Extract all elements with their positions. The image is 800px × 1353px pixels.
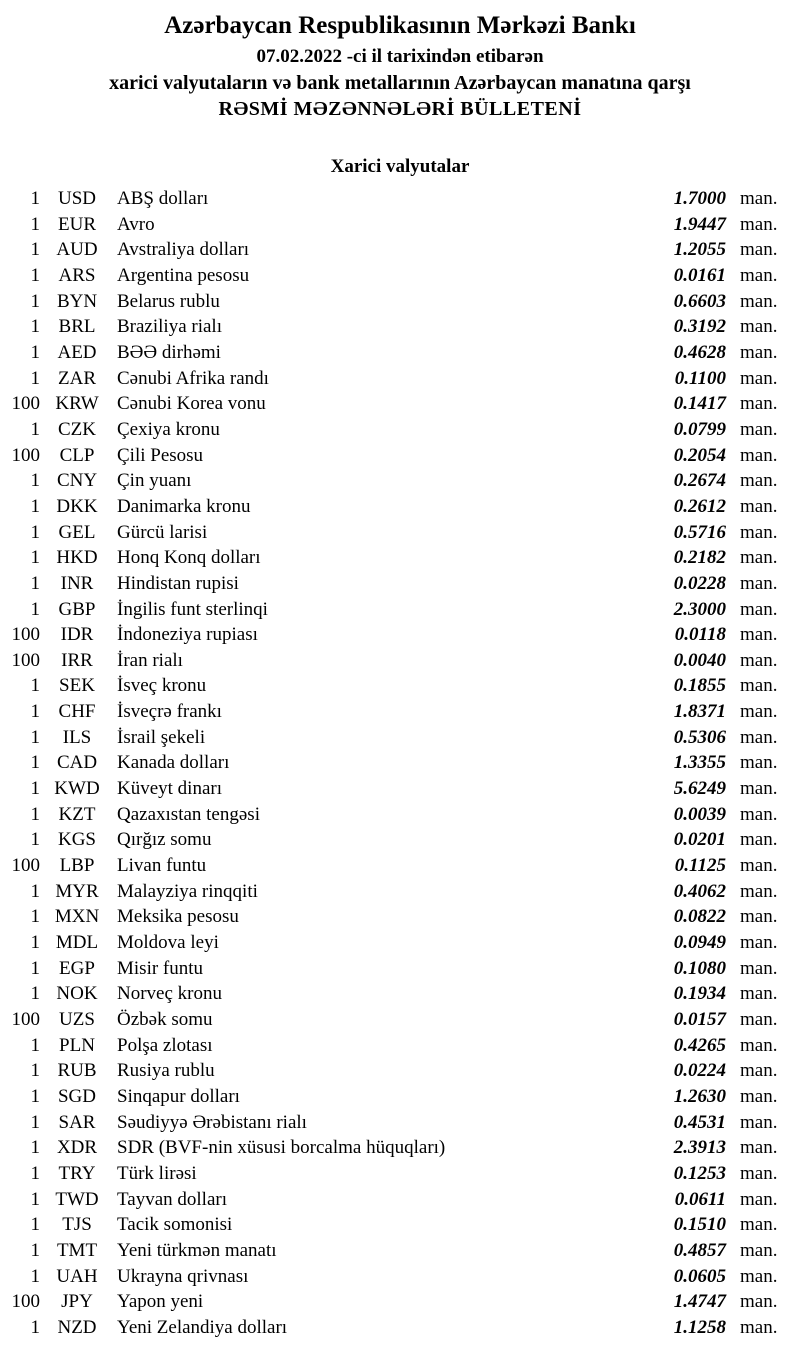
rate-value-cell: 0.0157 (673, 1009, 726, 1030)
nominal-cell: 1 (30, 547, 40, 569)
table-row (0, 494, 800, 520)
currency-code-cell: SEK (59, 675, 95, 697)
rate-value-cell: 5.6249 (673, 778, 726, 800)
table-row (0, 1007, 800, 1033)
currency-name-cell: Yapon yeni (117, 1291, 204, 1313)
nominal-cell: 1 (30, 521, 40, 543)
currency-code-cell: CAD (56, 752, 98, 774)
currency-name-cell: Avstraliya dolları (117, 239, 250, 261)
subtitle-currencies-metals: xarici valyutaların və bank metallarının Azərbaycan manatına qarşı (109, 72, 691, 94)
nominal-cell: 1 (30, 932, 40, 954)
unit-label-cell: man. (740, 213, 778, 235)
table-row (0, 981, 800, 1007)
currency-name-cell: SDR (BVF-nin xüsusi borcalma hüquqları) (117, 1137, 446, 1159)
rate-value-cell: 0.2054 (673, 444, 726, 466)
currency-code-cell: ZAR (58, 367, 96, 389)
unit-label-cell: man. (740, 649, 778, 671)
nominal-cell: 1 (30, 572, 40, 594)
currency-name-cell: Türk lirəsi (117, 1162, 197, 1184)
currency-name-cell: Səudiyyə Ərəbistanı rialı (117, 1111, 307, 1133)
nominal-cell: 1 (30, 1214, 40, 1236)
bank-title: Azərbaycan Respublikasının Mərkəzi Bankı (164, 12, 636, 39)
table-row (0, 417, 800, 443)
rate-value-cell: 0.0039 (673, 803, 726, 825)
rate-value-cell: 0.1510 (673, 1214, 726, 1236)
unit-label-cell: man. (740, 341, 778, 363)
currency-name-cell: Belarus rublu (117, 290, 220, 312)
currency-code-cell: AUD (56, 239, 98, 261)
table-row (0, 1161, 800, 1187)
table-row (0, 827, 800, 853)
table-row (0, 956, 800, 982)
currency-name-cell: Malayziya rinqqiti (117, 880, 258, 902)
unit-label-cell: man. (740, 1060, 778, 1082)
rate-value-cell: 0.2182 (673, 547, 726, 569)
unit-label-cell: man. (740, 1265, 778, 1287)
nominal-cell: 100 (11, 624, 40, 646)
nominal-cell: 1 (30, 598, 40, 620)
currency-code-cell: TMT (56, 1239, 98, 1261)
currency-code-cell: SAR (58, 1111, 96, 1133)
currency-name-cell: İsveçrə frankı (117, 701, 222, 723)
document-header (0, 0, 800, 122)
nominal-cell: 1 (30, 264, 40, 286)
table-row (0, 648, 800, 674)
rate-value-cell: 1.4747 (673, 1291, 726, 1313)
unit-label-cell: man. (740, 932, 778, 954)
currency-name-cell: Norveç kronu (117, 983, 222, 1005)
currency-code-cell: UZS (59, 1009, 95, 1030)
unit-label-cell: man. (740, 829, 778, 851)
unit-label-cell: man. (740, 1188, 778, 1210)
nominal-cell: 1 (30, 1239, 40, 1261)
currency-name-cell: Çili Pesosu (117, 444, 204, 466)
table-row (0, 237, 800, 263)
table-row (0, 366, 800, 392)
table-row (0, 802, 800, 828)
currency-name-cell: İran rialı (117, 649, 183, 671)
rate-value-cell: 2.3913 (673, 1137, 726, 1159)
currency-code-cell: GEL (58, 521, 96, 543)
nominal-cell: 1 (30, 1034, 40, 1056)
section-title-foreign-currencies: Xarici valyutalar (330, 156, 470, 177)
table-row (0, 1110, 800, 1136)
unit-label-cell: man. (740, 1034, 778, 1056)
unit-label-cell: man. (740, 1085, 778, 1107)
currency-code-cell: BRL (58, 316, 96, 338)
nominal-cell: 1 (30, 188, 40, 209)
rate-value-cell: 0.0822 (673, 906, 726, 928)
table-row (0, 1315, 800, 1341)
currency-code-cell: IDR (60, 624, 94, 646)
table-row (0, 776, 800, 802)
unit-label-cell: man. (740, 239, 778, 261)
nominal-cell: 1 (30, 752, 40, 774)
rate-value-cell: 0.4531 (673, 1111, 726, 1133)
currency-name-cell: Sinqapur dolları (117, 1085, 240, 1107)
rate-value-cell: 0.4265 (673, 1034, 726, 1056)
table-row (0, 340, 800, 366)
nominal-cell: 1 (30, 495, 40, 517)
rate-value-cell: 0.1855 (673, 675, 726, 697)
nominal-cell: 1 (30, 675, 40, 697)
unit-label-cell: man. (740, 624, 778, 646)
unit-label-cell: man. (740, 1214, 778, 1236)
nominal-cell: 1 (30, 701, 40, 723)
currency-code-cell: DKK (56, 495, 98, 517)
currency-name-cell: İsrail şekeli (117, 726, 206, 748)
nominal-cell: 1 (30, 906, 40, 928)
table-row (0, 1084, 800, 1110)
unit-label-cell: man. (740, 701, 778, 723)
table-row (0, 443, 800, 469)
unit-label-cell: man. (740, 495, 778, 517)
table-row (0, 750, 800, 776)
currency-name-cell: Gürcü larisi (117, 521, 208, 543)
currency-code-cell: XDR (56, 1137, 98, 1159)
nominal-cell: 1 (30, 829, 40, 851)
unit-label-cell: man. (740, 675, 778, 697)
currency-code-cell: KRW (55, 393, 99, 415)
table-row (0, 1238, 800, 1264)
table-row (0, 879, 800, 905)
table-row (0, 1264, 800, 1290)
unit-label-cell: man. (740, 547, 778, 569)
unit-label-cell: man. (740, 188, 778, 209)
rate-value-cell: 1.8371 (673, 701, 726, 723)
currency-name-cell: Kanada dolları (117, 752, 230, 774)
nominal-cell: 1 (30, 1111, 40, 1133)
nominal-cell: 100 (11, 393, 40, 415)
table-row (0, 1033, 800, 1059)
currency-name-cell: Rusiya rublu (117, 1060, 215, 1082)
currency-name-cell: Çexiya kronu (117, 418, 220, 440)
currency-code-cell: MDL (55, 932, 99, 954)
rate-value-cell: 0.0605 (673, 1265, 726, 1287)
nominal-cell: 1 (30, 367, 40, 389)
nominal-cell: 1 (30, 470, 40, 492)
currency-code-cell: SGD (57, 1085, 96, 1107)
unit-label-cell: man. (740, 803, 778, 825)
nominal-cell: 1 (30, 983, 40, 1005)
unit-label-cell: man. (740, 1291, 778, 1313)
currency-name-cell: Tacik somonisi (117, 1214, 233, 1236)
table-row (0, 468, 800, 494)
rate-value-cell: 0.0118 (674, 624, 726, 646)
currency-name-cell: Hindistan rupisi (117, 572, 239, 594)
currency-name-cell: Yeni türkmən manatı (117, 1239, 277, 1261)
currency-code-cell: HKD (56, 547, 98, 569)
unit-label-cell: man. (740, 418, 778, 440)
currency-code-cell: UAH (56, 1265, 98, 1287)
currency-name-cell: Polşa zlotası (117, 1034, 213, 1056)
rate-value-cell: 0.4062 (673, 880, 726, 902)
table-row (0, 186, 800, 212)
currency-name-cell: Livan funtu (117, 855, 207, 877)
unit-label-cell: man. (740, 290, 778, 312)
unit-label-cell: man. (740, 264, 778, 286)
currency-code-cell: ILS (62, 726, 92, 748)
nominal-cell: 1 (30, 213, 40, 235)
rate-value-cell: 0.4857 (673, 1239, 726, 1261)
currency-code-cell: USD (57, 188, 96, 209)
nominal-cell: 1 (30, 880, 40, 902)
rate-value-cell: 1.1258 (673, 1316, 726, 1338)
rate-value-cell: 0.4628 (673, 341, 726, 363)
table-row (0, 314, 800, 340)
table-row (0, 1212, 800, 1238)
currency-name-cell: ABŞ dolları (117, 188, 209, 209)
table-row (0, 263, 800, 289)
rate-value-cell: 0.1100 (674, 367, 726, 389)
currency-name-cell: İndoneziya rupiası (117, 624, 258, 646)
rate-value-cell: 0.0228 (673, 572, 726, 594)
currency-code-cell: MXN (54, 906, 100, 928)
table-row (0, 699, 800, 725)
rate-value-cell: 0.0201 (673, 829, 726, 851)
nominal-cell: 1 (30, 726, 40, 748)
unit-label-cell: man. (740, 1137, 778, 1159)
unit-label-cell: man. (740, 752, 778, 774)
nominal-cell: 100 (11, 1009, 40, 1030)
currency-code-cell: AED (57, 341, 97, 363)
unit-label-cell: man. (740, 367, 778, 389)
nominal-cell: 100 (11, 649, 40, 671)
table-row (0, 1187, 800, 1213)
currency-code-cell: NOK (56, 983, 98, 1005)
currency-code-cell: JPY (61, 1291, 93, 1313)
currency-name-cell: Qazaxıstan tengəsi (117, 803, 260, 825)
rate-value-cell: 0.0611 (674, 1188, 726, 1210)
table-row (0, 622, 800, 648)
rate-value-cell: 0.0161 (673, 264, 726, 286)
rate-value-cell: 0.1417 (673, 393, 726, 415)
unit-label-cell: man. (740, 983, 778, 1005)
currency-name-cell: Cənubi Korea vonu (117, 393, 266, 415)
currency-code-cell: CNY (56, 470, 98, 492)
rate-value-cell: 0.5716 (673, 521, 726, 543)
nominal-cell: 1 (30, 803, 40, 825)
nominal-cell: 1 (30, 1137, 40, 1159)
currency-name-cell: BƏƏ dirhəmi (117, 341, 221, 363)
currency-name-cell: Ukrayna qrivnası (117, 1265, 249, 1287)
rate-value-cell: 0.0949 (673, 932, 726, 954)
table-row (0, 520, 800, 546)
currency-code-cell: CZK (58, 418, 96, 440)
table-row (0, 212, 800, 238)
currency-code-cell: TRY (58, 1162, 96, 1184)
rate-value-cell: 0.3192 (673, 316, 726, 338)
currency-code-cell: KWD (54, 778, 100, 800)
currency-name-cell: Qırğız somu (117, 829, 212, 851)
nominal-cell: 1 (30, 1060, 40, 1082)
currency-name-cell: Moldova leyi (117, 932, 219, 954)
nominal-cell: 1 (30, 239, 40, 261)
subtitle-official-rates-bulletin: RƏSMİ MƏZƏNNƏLƏRİ BÜLLETENİ (218, 98, 582, 120)
rate-value-cell: 0.6603 (673, 290, 726, 312)
currency-name-cell: Çin yuanı (117, 470, 192, 492)
rate-value-cell: 2.3000 (673, 598, 726, 620)
currency-code-cell: CHF (58, 701, 96, 723)
unit-label-cell: man. (740, 444, 778, 466)
rate-value-cell: 0.1125 (674, 855, 726, 877)
rate-value-cell: 0.1253 (673, 1162, 726, 1184)
table-row (0, 597, 800, 623)
nominal-cell: 1 (30, 1162, 40, 1184)
effective-date-line: 07.02.2022 -ci il tarixindən etibarən (256, 46, 544, 67)
unit-label-cell: man. (740, 521, 778, 543)
nominal-cell: 1 (30, 778, 40, 800)
table-row (0, 1135, 800, 1161)
currency-name-cell: Argentina pesosu (117, 264, 250, 286)
nominal-cell: 1 (30, 418, 40, 440)
currency-name-cell: İngilis funt sterlinqi (117, 598, 268, 620)
currency-code-cell: NZD (57, 1316, 97, 1338)
unit-label-cell: man. (740, 1316, 778, 1338)
currency-name-cell: Cənubi Afrika randı (117, 367, 269, 389)
table-row (0, 289, 800, 315)
rate-value-cell: 1.7000 (673, 188, 726, 209)
rate-value-cell: 1.2630 (673, 1085, 726, 1107)
currency-code-cell: IRR (61, 649, 93, 671)
rate-value-cell: 0.1080 (673, 957, 726, 979)
table-row (0, 853, 800, 879)
currency-code-cell: PLN (59, 1034, 95, 1056)
currency-name-cell: Misir funtu (117, 957, 204, 979)
nominal-cell: 1 (30, 957, 40, 979)
currency-name-cell: Meksika pesosu (117, 906, 239, 928)
unit-label-cell: man. (740, 572, 778, 594)
unit-label-cell: man. (740, 1009, 778, 1030)
unit-label-cell: man. (740, 598, 778, 620)
rate-value-cell: 1.2055 (673, 239, 726, 261)
rate-value-cell: 0.2612 (673, 495, 726, 517)
currency-name-cell: Danimarka kronu (117, 495, 251, 517)
unit-label-cell: man. (740, 1162, 778, 1184)
table-row (0, 1058, 800, 1084)
unit-label-cell: man. (740, 778, 778, 800)
table-row (0, 1289, 800, 1315)
rate-value-cell: 0.0224 (673, 1060, 726, 1082)
currency-code-cell: EGP (59, 957, 95, 979)
rate-value-cell: 0.2674 (673, 470, 726, 492)
table-row (0, 930, 800, 956)
currency-code-cell: ARS (58, 264, 96, 286)
nominal-cell: 1 (30, 1316, 40, 1338)
nominal-cell: 100 (11, 1291, 40, 1313)
unit-label-cell: man. (740, 880, 778, 902)
unit-label-cell: man. (740, 393, 778, 415)
currency-name-cell: Özbək somu (117, 1009, 213, 1030)
table-row (0, 391, 800, 417)
nominal-cell: 1 (30, 1265, 40, 1287)
unit-label-cell: man. (740, 316, 778, 338)
currency-code-cell: GBP (58, 598, 96, 620)
nominal-cell: 1 (30, 316, 40, 338)
table-row (0, 545, 800, 571)
currency-code-cell: KZT (58, 803, 96, 825)
unit-label-cell: man. (740, 957, 778, 979)
currency-name-cell: Yeni Zelandiya dolları (117, 1316, 288, 1338)
currency-code-cell: INR (60, 572, 94, 594)
unit-label-cell: man. (740, 855, 778, 877)
currency-name-cell: Braziliya rialı (117, 316, 222, 338)
unit-label-cell: man. (740, 726, 778, 748)
rate-value-cell: 0.0040 (673, 649, 726, 671)
unit-label-cell: man. (740, 1239, 778, 1261)
nominal-cell: 1 (30, 1188, 40, 1210)
rate-value-cell: 0.0799 (673, 418, 726, 440)
table-row (0, 904, 800, 930)
currency-name-cell: Tayvan dolları (117, 1188, 227, 1210)
unit-label-cell: man. (740, 1111, 778, 1133)
currency-code-cell: KGS (57, 829, 96, 851)
nominal-cell: 100 (11, 444, 40, 466)
currency-code-cell: LBP (59, 855, 95, 877)
currency-code-cell: MYR (55, 880, 99, 902)
nominal-cell: 1 (30, 341, 40, 363)
table-row (0, 725, 800, 751)
currency-code-cell: TJS (62, 1214, 92, 1236)
currency-code-cell: TWD (55, 1188, 99, 1210)
rate-value-cell: 0.5306 (673, 726, 726, 748)
currency-name-cell: İsveç kronu (117, 675, 207, 697)
exchange-rates-table (0, 186, 800, 1341)
currency-code-cell: CLP (59, 444, 95, 466)
table-row (0, 571, 800, 597)
currency-code-cell: BYN (56, 290, 98, 312)
rate-value-cell: 1.3355 (673, 752, 726, 774)
table-row (0, 673, 800, 699)
nominal-cell: 100 (11, 855, 40, 877)
currency-code-cell: EUR (58, 213, 96, 235)
unit-label-cell: man. (740, 470, 778, 492)
currency-name-cell: Avro (117, 213, 155, 235)
rate-value-cell: 0.1934 (673, 983, 726, 1005)
currency-name-cell: Honq Konq dolları (117, 547, 261, 569)
rate-value-cell: 1.9447 (673, 213, 726, 235)
nominal-cell: 1 (30, 290, 40, 312)
currency-name-cell: Küveyt dinarı (117, 778, 223, 800)
unit-label-cell: man. (740, 906, 778, 928)
currency-code-cell: RUB (57, 1060, 97, 1082)
nominal-cell: 1 (30, 1085, 40, 1107)
